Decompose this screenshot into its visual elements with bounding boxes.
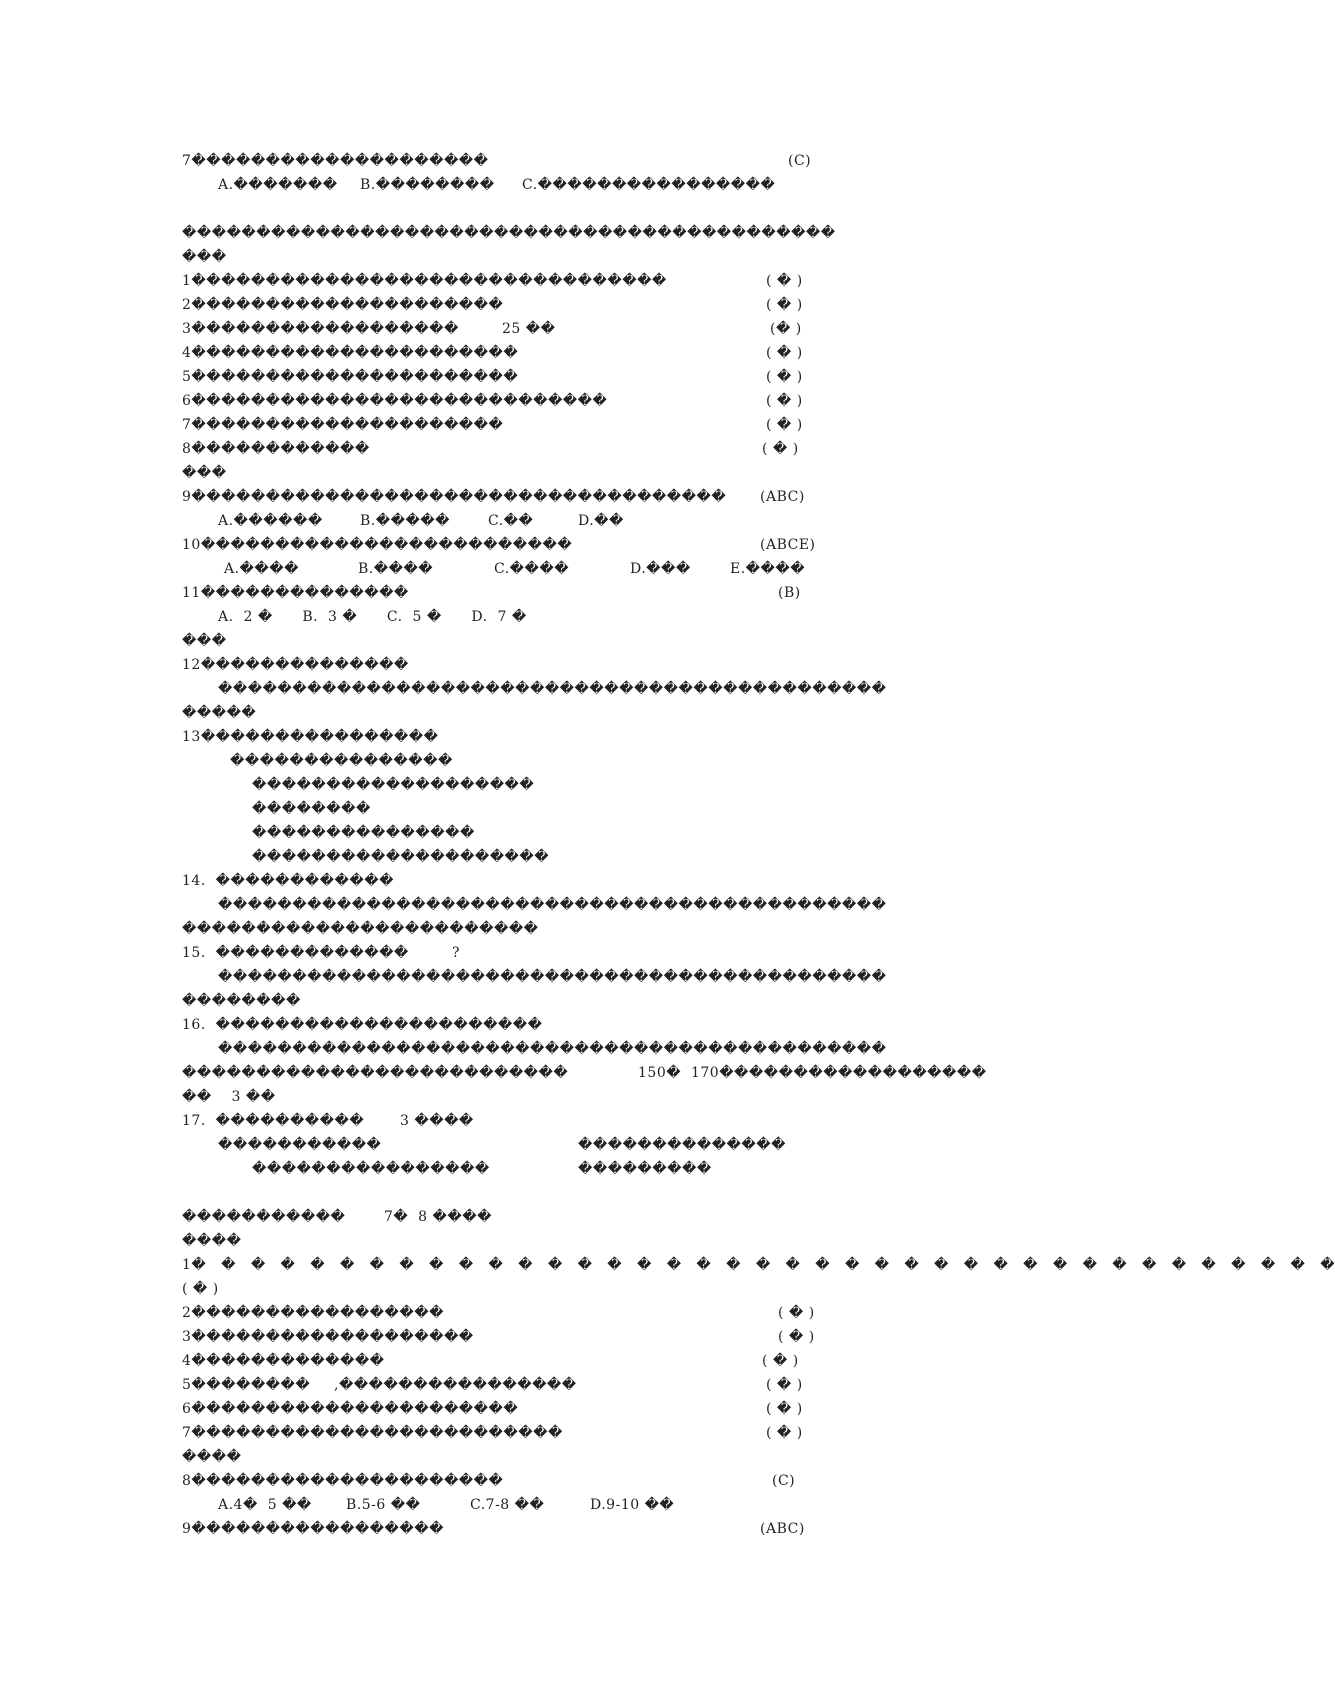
text-line: 12�������������� [182, 657, 409, 673]
text-line: �������� [252, 801, 371, 817]
text-line: 6���������������������� [182, 1401, 519, 1417]
text-line: ����� [182, 705, 257, 721]
text-line: (ABC) [760, 489, 805, 505]
text-line: �������������������������� [182, 1065, 569, 1081]
text-line: ��������������������������������������������� [218, 897, 887, 913]
text-line: 4������������� [182, 1353, 385, 1369]
text-line: ( � ) [766, 1425, 803, 1441]
text-line: 150� 170������������������ [638, 1065, 987, 1081]
text-line: A.������� [218, 177, 338, 193]
text-line: ( � ) [766, 393, 803, 409]
text-line: �������������������������������������������� [182, 225, 836, 241]
text-line: (ABC) [760, 1521, 805, 1537]
text-line: ���������������� [252, 1161, 490, 1177]
text-line: 8��������������������� [182, 1473, 504, 1489]
text-line: (C) [772, 1473, 796, 1489]
text-line: (ABCE) [760, 537, 816, 553]
text-line: 9������������������������������������ [182, 489, 727, 505]
text-line: 15. ������������� [182, 945, 409, 961]
text-line: C.7-8 �� [470, 1497, 545, 1513]
text-line: ( � ) [766, 297, 803, 313]
text-line: B.����� [360, 513, 451, 529]
text-line: ( � ) [778, 1329, 815, 1345]
text-line: ����������� [182, 1209, 346, 1225]
text-line: ��������������������������������������������� [218, 681, 887, 697]
text-line: D.�� [578, 513, 624, 529]
text-line: �������� [182, 993, 301, 1009]
text-line: ( � ) [766, 273, 803, 289]
text-line: 7�������������������� [182, 153, 489, 169]
text-line: (� ) [770, 321, 802, 337]
text-line: 1�������������������������������� [182, 273, 667, 289]
text-line: ��������������� [252, 825, 475, 841]
text-line: B.5-6 �� [346, 1497, 421, 1513]
text-line: ( � ) [762, 441, 799, 457]
text-line: ( � ) [766, 1401, 803, 1417]
text-line: B.���� [358, 561, 434, 577]
text-line: 6���������������������������� [182, 393, 608, 409]
text-line: ( � ) [766, 417, 803, 433]
text-line: ��������� [578, 1161, 712, 1177]
text-line: ( � ) [182, 1281, 219, 1297]
text-line: ��� [182, 465, 227, 481]
text-line: C.�� [488, 513, 534, 529]
text-line: ( � ) [766, 345, 803, 361]
text-line: (B) [778, 585, 801, 601]
text-line: 4���������������������� [182, 345, 519, 361]
text-line: ��� [182, 633, 227, 649]
text-line: ( � ) [778, 1305, 815, 1321]
text-line: 13���������������� [182, 729, 439, 745]
text-line: C.���� [494, 561, 570, 577]
text-line: ������������������������ [182, 921, 539, 937]
text-line: 5���������������������� [182, 369, 519, 385]
text-line: ( � ) [762, 1353, 799, 1369]
text-line: A.������ [218, 513, 323, 529]
text-line: C.���������������� [522, 177, 776, 193]
text-line: E.���� [730, 561, 806, 577]
text-line: ( � ) [766, 369, 803, 385]
text-line: ��� [182, 249, 227, 265]
text-line: A.���� [224, 561, 299, 577]
text-line: 11�������������� [182, 585, 409, 601]
text-line: 14. ������������ [182, 873, 394, 889]
text-line: 25 �� [502, 321, 556, 337]
text-line: D.��� [630, 561, 691, 577]
text-line: 16. ���������������������� [182, 1017, 543, 1033]
text-line: ��������������������������������������������� [218, 969, 887, 985]
text-line: A. 2 � B. 3 � C. 5 � D. 7 � [218, 609, 527, 625]
text-line: ? [452, 945, 461, 961]
text-line: ������������������� [252, 777, 535, 793]
text-line: 10������������������������� [182, 537, 573, 553]
text-line: A.4� 5 �� [218, 1497, 312, 1513]
text-line: ( � ) [766, 1377, 803, 1393]
text-line: (C) [788, 153, 812, 169]
text-line: �������������� [578, 1137, 786, 1153]
text-line: 8������������ [182, 441, 370, 457]
text-line: 2��������������������� [182, 297, 504, 313]
text-line: 3 ���� [400, 1113, 474, 1129]
text-line: 3������������������ [182, 321, 459, 337]
text-line: �� 3 �� [182, 1089, 276, 1105]
text-line: ��������������������������������������������� [218, 1041, 887, 1057]
text-line: 7������������������������� [182, 1425, 563, 1441]
text-line: 7� 8 ���� [384, 1209, 492, 1225]
text-line: 9����������������� [182, 1521, 444, 1537]
text-line: 7��������������������� [182, 417, 504, 433]
text-line: 1� � � � � � � � � � � � � � � � � � � � � � � � � � � � � � � � � � � � � � � [182, 1257, 1335, 1273]
text-line: 2����������������� [182, 1305, 444, 1321]
text-line: 5�������� [182, 1377, 311, 1393]
text-line: ���� [182, 1233, 242, 1249]
text-line: 3������������������� [182, 1329, 474, 1345]
text-line: 17. ���������� [182, 1113, 365, 1129]
text-line: D.9-10 �� [590, 1497, 675, 1513]
text-line: ��������������� [230, 753, 453, 769]
text-line: B.�������� [360, 177, 495, 193]
text-line: �������������������� [252, 849, 550, 865]
text-line: ���� [182, 1449, 242, 1465]
text-line: ����������� [218, 1137, 382, 1153]
text-line: ,���������������� [334, 1377, 577, 1393]
